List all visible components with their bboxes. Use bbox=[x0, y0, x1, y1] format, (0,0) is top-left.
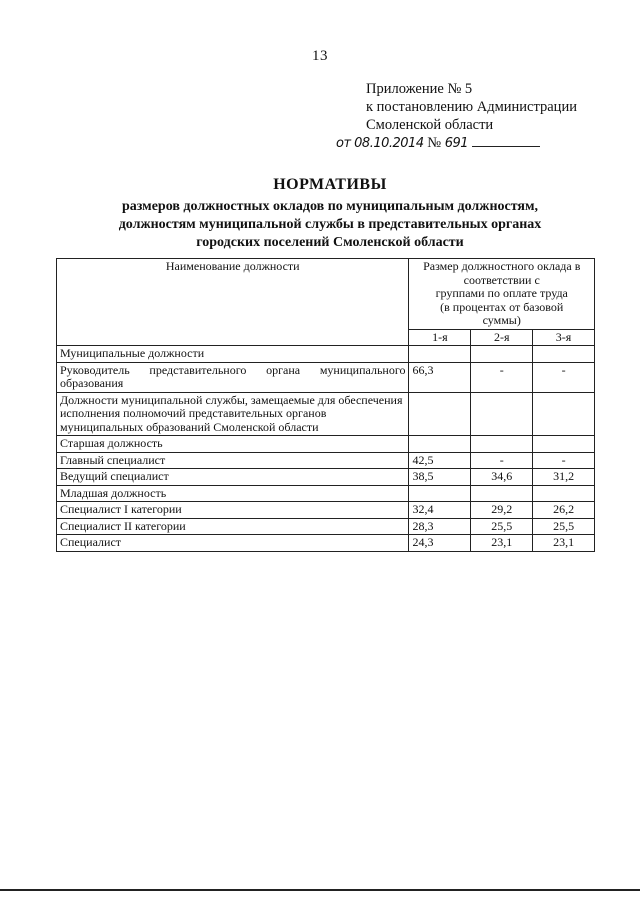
header-size-line-3: группами по оплате труда bbox=[435, 286, 568, 300]
position-name: Главный специалист bbox=[57, 452, 409, 469]
group-2-value bbox=[471, 392, 533, 436]
number-underline bbox=[472, 134, 540, 147]
group-2-header: 2-я bbox=[471, 329, 533, 346]
subtitle-line-1: размеров должностных окладов по муниципальным должностям, bbox=[121, 199, 539, 214]
table-row bbox=[57, 362, 595, 392]
header-size-line-5: суммы) bbox=[482, 313, 521, 327]
table-row bbox=[57, 518, 595, 535]
appendix-block bbox=[366, 80, 577, 134]
handwritten-date: 08.10.2014 bbox=[354, 136, 424, 151]
subtitle-line-2: должностям муниципальной службы в представительных органах bbox=[118, 217, 542, 232]
table-row bbox=[57, 502, 595, 519]
group-1-value bbox=[409, 485, 471, 502]
group-2-value: - bbox=[471, 452, 533, 469]
group-1-value: 38,5 bbox=[409, 469, 471, 486]
date-prefix: от bbox=[336, 136, 351, 151]
group-2-value: 25,5 bbox=[471, 518, 533, 535]
group-3-value: - bbox=[533, 362, 595, 392]
number-prefix: № bbox=[427, 135, 442, 151]
appendix-line-2: к постановлению Администрации bbox=[366, 99, 577, 115]
header-salary-size bbox=[409, 259, 595, 330]
group-3-value: - bbox=[533, 452, 595, 469]
group-2-value: 23,1 bbox=[471, 535, 533, 552]
header-position-name: Наименование должности bbox=[57, 259, 409, 346]
position-name: Руководитель представительного органа муниципального образования bbox=[57, 362, 409, 392]
group-2-value bbox=[471, 436, 533, 453]
table-row bbox=[57, 485, 595, 502]
group-1-value: 24,3 bbox=[409, 535, 471, 552]
group-3-value: 31,2 bbox=[533, 469, 595, 486]
group-1-value bbox=[409, 346, 471, 363]
header-size-line-4: (в процентах от базовой bbox=[440, 299, 564, 314]
salary-norms-table bbox=[56, 258, 595, 552]
appendix-line-3: Смоленской области bbox=[366, 117, 494, 133]
table-row bbox=[57, 436, 595, 453]
position-name: Старшая должность bbox=[57, 436, 409, 453]
group-1-value: 28,3 bbox=[409, 518, 471, 535]
group-1-value bbox=[409, 436, 471, 453]
group-2-value: 34,6 bbox=[471, 469, 533, 486]
group-3-value bbox=[533, 346, 595, 363]
position-name: Ведущий специалист bbox=[57, 469, 409, 486]
group-1-value: 66,3 bbox=[409, 362, 471, 392]
table-row bbox=[57, 535, 595, 552]
decree-date-number bbox=[336, 134, 540, 152]
group-2-value: - bbox=[471, 362, 533, 392]
position-name: Специалист bbox=[57, 535, 409, 552]
page-number: 13 bbox=[312, 48, 328, 64]
group-2-value bbox=[471, 485, 533, 502]
group-1-value: 32,4 bbox=[409, 502, 471, 519]
group-3-header: 3-я bbox=[533, 329, 595, 346]
subtitle-line-3: городских поселений Смоленской области bbox=[196, 235, 464, 250]
bottom-rule bbox=[0, 889, 640, 891]
group-3-value bbox=[533, 392, 595, 436]
group-1-header: 1-я bbox=[409, 329, 471, 346]
group-2-value bbox=[471, 346, 533, 363]
appendix-line-1: Приложение № 5 bbox=[366, 81, 473, 97]
header-size-line-2: соответствии с bbox=[463, 272, 540, 287]
position-name: Специалист II категории bbox=[57, 518, 409, 535]
title-main: НОРМАТИВЫ bbox=[273, 176, 387, 193]
table-row bbox=[57, 452, 595, 469]
group-1-value: 42,5 bbox=[409, 452, 471, 469]
document-title bbox=[60, 176, 600, 252]
position-name: Муниципальные должности bbox=[57, 346, 409, 363]
group-3-value: 23,1 bbox=[533, 535, 595, 552]
position-name: Должности муниципальной службы, замещаемые для обеспечения исполнения полномочий представительных органов муниципальных образований Смоленской области bbox=[57, 392, 409, 436]
table-row bbox=[57, 346, 595, 363]
title-subtitle bbox=[60, 198, 600, 252]
table-row bbox=[57, 392, 595, 436]
table-row bbox=[57, 469, 595, 486]
group-3-value: 25,5 bbox=[533, 518, 595, 535]
group-1-value bbox=[409, 392, 471, 436]
position-name: Специалист I категории bbox=[57, 502, 409, 519]
group-2-value: 29,2 bbox=[471, 502, 533, 519]
handwritten-number: 691 bbox=[444, 136, 469, 151]
position-name: Младшая должность bbox=[57, 485, 409, 502]
group-3-value bbox=[533, 436, 595, 453]
table-header-row bbox=[57, 259, 595, 330]
header-size-line-1: Размер должностного оклада в bbox=[423, 259, 581, 273]
group-3-value: 26,2 bbox=[533, 502, 595, 519]
group-3-value bbox=[533, 485, 595, 502]
